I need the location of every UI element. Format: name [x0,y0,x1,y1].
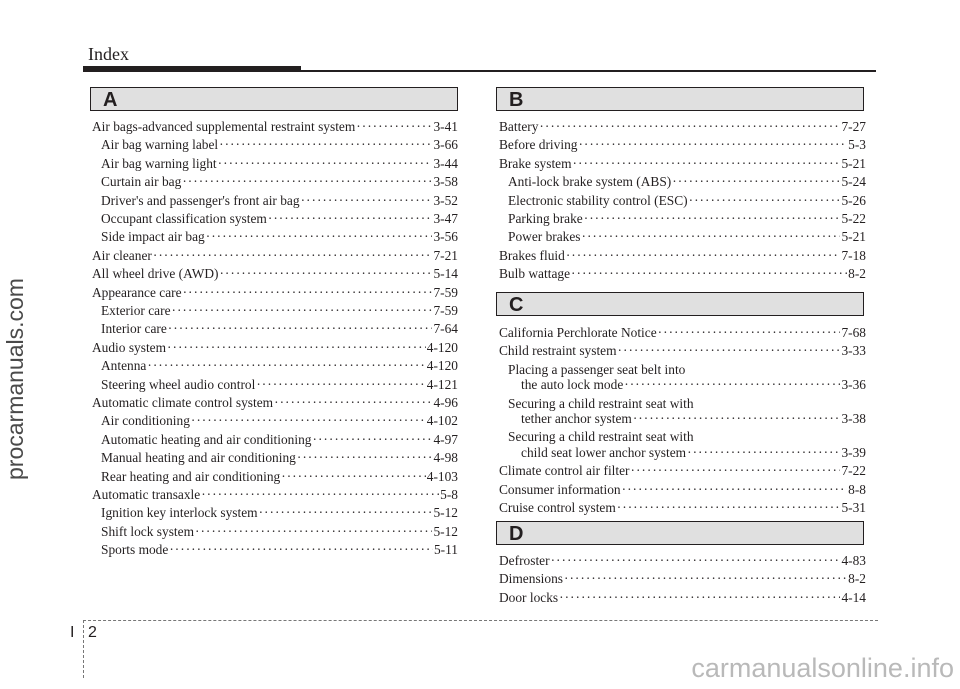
index-entry-page: 4-102 [426,413,458,429]
dot-leader [219,136,432,154]
index-entry [101,302,458,320]
index-entry [101,449,458,467]
index-entry-page: 7-21 [433,247,458,263]
index-entry-label: Steering wheel audio control [101,376,256,392]
index-entry-page: 5-31 [841,500,866,515]
index-entry-page: 7-59 [433,303,458,318]
index-entry [499,155,866,173]
index-entry-page: 4-14 [841,589,866,605]
index-entry [499,324,866,342]
index-entry-label: Climate control air filter [499,463,630,479]
index-entry-page: 4-121 [426,376,458,392]
dot-leader [256,376,425,394]
index-entry-page: 3-38 [841,411,866,426]
index-entry-page: 4-98 [433,450,458,466]
index-entry-page: 5-22 [841,211,866,226]
index-entry [499,136,866,154]
dot-leader [268,210,433,228]
bottom-watermark: carmanualsonline.info [691,653,954,683]
index-entry [521,444,866,462]
index-entry [101,320,458,338]
index-entry-label: Rear heating and air conditioning [101,468,281,484]
index-entry-label: Occupant classification system [101,211,267,226]
index-entry-label: Cruise control system [499,500,616,515]
dot-leader [573,155,841,173]
index-entry-label: Automatic heating and air conditioning [101,431,312,447]
index-entry [101,228,458,246]
index-entry-label: Consumer information [499,481,621,497]
index-entry-label: Air bag warning label [101,137,219,153]
index-entry [101,412,458,430]
index-entry-label: Interior care [101,321,167,337]
dot-leader [281,468,426,486]
dot-leader [689,192,841,210]
index-entry [508,173,866,191]
dot-leader [312,431,432,449]
dot-leader [219,265,432,283]
index-entry [499,118,866,136]
index-entry-page: 3-66 [433,137,458,153]
index-entry-label: Before driving [499,137,578,153]
section-d-bar [496,521,864,545]
index-entry [521,410,866,428]
index-entry [521,376,866,394]
index-entry [499,570,866,588]
footer-divider-horizontal [83,620,878,621]
index-entry-page: 8-8 [848,481,866,497]
index-entry-page: 5-12 [433,505,458,521]
dot-leader [551,552,841,570]
dot-leader [153,247,433,265]
index-entry-continuation: the auto lock mode [521,377,624,393]
dot-leader [617,499,841,517]
index-entry-page: 5-8 [440,487,458,502]
index-entry-label: Manual heating and air conditioning [101,450,296,466]
index-entry-label: Appearance care [92,284,182,300]
index-entry-page: 8-2 [848,571,866,587]
index-entry-page: 8-2 [848,266,866,282]
footer-divider-vertical [83,620,84,678]
section-b-bar [496,87,864,111]
index-entry-label: Automatic climate control system [92,395,274,410]
dot-leader [618,342,841,360]
index-entry [499,247,866,265]
index-entry [101,192,458,210]
index-entry-page: 3-33 [841,343,866,359]
index-entry-page: 5-11 [433,542,458,558]
dot-leader [191,412,426,430]
dot-leader [183,284,433,302]
section-b-letter: B [509,89,524,111]
index-entry-label: Child restraint system [499,343,617,359]
index-entry-label: Bulb wattage [499,266,571,282]
dot-leader [658,324,841,342]
index-entry-label: Door locks [499,589,559,605]
dot-leader [195,523,432,541]
dot-leader [578,136,847,154]
dot-leader [201,486,439,504]
index-entry [499,342,866,360]
index-entry-label: Battery [499,119,539,134]
index-entry [508,228,866,246]
dot-leader [167,339,426,357]
index-entry-page: 5-21 [841,155,866,171]
index-entry-page: 4-120 [426,358,458,374]
dot-leader [622,481,848,499]
index-entry-label: Brakes fluid [499,247,565,263]
index-entry-page: 3-52 [433,192,458,208]
dot-leader [356,118,432,136]
dot-leader [582,228,841,246]
dot-leader [274,394,432,412]
dot-leader [631,462,841,480]
dot-leader [206,228,433,246]
index-entry [499,481,866,499]
index-entry [101,136,458,154]
index-entry [499,499,866,517]
dot-leader [559,589,840,607]
index-entry [101,376,458,394]
index-entry-page: 5-12 [433,523,458,539]
dot-leader [687,444,840,462]
index-entry-page: 7-18 [841,247,866,263]
index-entry [92,486,458,504]
dot-leader [633,410,841,428]
index-entry-label: California Perchlorate Notice [499,325,657,340]
dot-leader [624,376,840,394]
dot-leader [172,302,433,320]
index-entry [101,523,458,541]
index-entry-page: 7-59 [433,284,458,300]
index-entry-page: 5-21 [841,229,866,245]
index-entry-page: 5-24 [841,174,866,190]
index-entry-label: Air cleaner [92,247,152,263]
index-entry-label: Dimensions [499,571,563,587]
index-entry [499,265,866,283]
index-entry-label: Driver's and passenger's front air bag [101,192,300,208]
header-rule-thick [83,66,301,72]
dot-leader [566,247,841,265]
index-entry [101,173,458,191]
index-entry-page: 5-3 [848,137,866,153]
index-entry-label: Defroster [499,553,550,568]
index-entry-label: Electronic stability control (ESC) [508,192,688,208]
footer-page-number: 2 [88,624,97,641]
index-entry-page: 3-36 [841,377,866,393]
index-entry-page: 5-14 [433,266,458,282]
dot-leader [571,265,847,283]
section-c-bar [496,292,864,316]
index-entry [92,394,458,412]
index-entry-page: 7-22 [841,463,866,479]
index-entry [101,541,458,559]
index-entry [499,462,866,480]
index-entry-label: Side impact air bag [101,229,205,245]
index-entry [499,589,866,607]
index-entry-label: Shift lock system [101,523,194,539]
index-entry-continuation: child seat lower anchor system [521,444,687,460]
index-entry-page: 7-68 [841,325,866,340]
index-entry [101,504,458,522]
index-entry [508,192,866,210]
dot-leader [259,504,433,522]
index-entry-label: Brake system [499,155,572,171]
index-entry-page: 4-97 [433,431,458,447]
index-entry-label: Exterior care [101,303,171,318]
index-entry-label: Parking brake [508,211,583,226]
index-entry-page: 3-41 [433,119,458,134]
index-entry-page: 4-83 [841,553,866,568]
index-entry-label: Anti-lock brake system (ABS) [508,174,672,190]
index-entry-label: Ignition key interlock system [101,505,258,521]
index-entry [101,431,458,449]
index-entry [92,247,458,265]
side-watermark: procarmanuals.com [2,278,28,480]
index-entry-label: All wheel drive (AWD) [92,266,219,282]
index-entry-page: 3-56 [433,229,458,245]
index-entry-label: Air conditioning [101,413,190,429]
index-entry-page: 4-120 [426,339,458,355]
index-entry-page: 7-64 [433,321,458,337]
dot-leader [147,357,425,375]
dot-leader [584,210,841,228]
dot-leader [672,173,840,191]
index-entry [101,468,458,486]
section-a-letter: A [103,89,118,111]
index-entry-page: 5-26 [841,192,866,208]
dot-leader [564,570,847,588]
index-entry-label: Curtain air bag [101,174,182,190]
page-title: Index [88,44,129,64]
dot-leader [301,192,433,210]
section-d-letter: D [509,523,524,545]
dot-leader [297,449,433,467]
index-entry [92,339,458,357]
index-entry [508,210,866,228]
dot-leader [218,155,433,173]
index-entry-label: Automatic transaxle [92,487,201,502]
index-entry-label: Sports mode [101,542,169,558]
index-entry-page: 7-27 [841,119,866,134]
index-entry-continuation: tether anchor system [521,411,632,426]
index-entry [92,118,458,136]
index-entry-label: Placing a passenger seat belt into [508,361,686,377]
index-entry [101,357,458,375]
dot-leader [169,541,433,559]
index-entry [92,265,458,283]
index-entry-label: Antenna [101,358,147,374]
header-rule-thin [301,70,876,72]
index-entry-label: Securing a child restraint seat with [508,395,694,411]
index-entry-label: Air bag warning light [101,155,217,171]
footer-section-letter: I [70,624,75,641]
section-c-letter: C [509,294,524,316]
index-entry-page: 4-103 [426,468,458,484]
section-a-bar [90,87,458,111]
index-entry-page: 3-58 [433,174,458,190]
index-entry [92,284,458,302]
index-entry-page: 3-44 [433,155,458,171]
dot-leader [539,118,840,136]
dot-leader [168,320,433,338]
dot-leader [182,173,432,191]
index-entry-page: 3-47 [433,211,458,226]
index-entry-label: Securing a child restraint seat with [508,429,694,445]
index-entry [499,552,866,570]
index-entry [101,155,458,173]
index-entry-page: 3-39 [841,444,866,460]
index-entry-label: Power brakes [508,229,581,245]
index-entry-page: 4-96 [433,395,458,410]
index-entry [101,210,458,228]
index-entry-label: Air bags-advanced supplemental restraint system [92,119,356,134]
index-entry-label: Audio system [92,339,167,355]
